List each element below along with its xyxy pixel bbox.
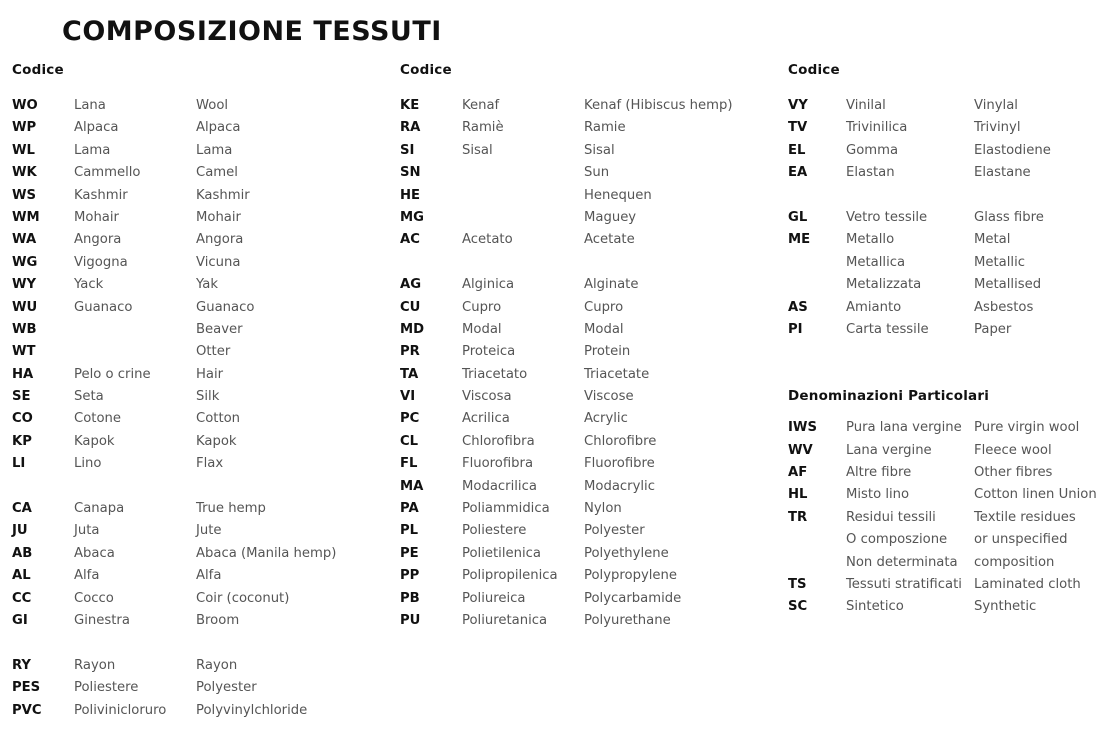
row-english: Camel bbox=[196, 165, 238, 181]
row-italian: Acetato bbox=[462, 232, 513, 248]
table-row bbox=[788, 420, 1106, 442]
column-3 bbox=[788, 62, 1106, 622]
column-3-group-1 bbox=[788, 98, 1106, 188]
table-row bbox=[400, 120, 780, 142]
row-english: Yak bbox=[196, 277, 218, 293]
row-italian: Lana bbox=[74, 98, 106, 113]
table-row bbox=[12, 277, 392, 299]
row-code: KP bbox=[12, 433, 32, 449]
row-italian: O composzione bbox=[846, 532, 948, 548]
table-row bbox=[12, 210, 392, 232]
table-row bbox=[788, 165, 1106, 187]
row-english: Coir (coconut) bbox=[196, 590, 290, 606]
row-italian: Mohair bbox=[74, 209, 119, 225]
table-row bbox=[12, 188, 392, 210]
row-italian: Lino bbox=[74, 456, 102, 472]
row-english: Cotton linen Union bbox=[974, 487, 1097, 503]
row-code: ME bbox=[788, 232, 811, 248]
row-code: PC bbox=[400, 411, 420, 427]
row-code: CA bbox=[12, 501, 32, 517]
table-row bbox=[400, 591, 780, 613]
table-row bbox=[400, 389, 780, 411]
row-english: Fleece wool bbox=[974, 442, 1052, 458]
group-spacer bbox=[400, 255, 780, 277]
row-code: WY bbox=[12, 277, 37, 293]
table-row bbox=[400, 501, 780, 523]
row-english: Kashmir bbox=[196, 187, 250, 203]
row-italian: Non determinata bbox=[846, 554, 958, 570]
table-row bbox=[400, 143, 780, 165]
row-code: AF bbox=[788, 465, 808, 481]
row-italian: Tessuti stratificati bbox=[846, 577, 962, 593]
row-italian: Polivinicloruro bbox=[74, 702, 167, 718]
row-code: WL bbox=[12, 142, 35, 158]
table-row bbox=[12, 389, 392, 411]
row-code: MD bbox=[400, 321, 425, 337]
row-italian: Pura lana vergine bbox=[846, 420, 962, 436]
table-row bbox=[12, 680, 392, 702]
row-code: HE bbox=[400, 187, 421, 203]
table-row bbox=[12, 703, 392, 725]
column-1-group-3 bbox=[12, 658, 392, 725]
table-row bbox=[12, 456, 392, 478]
column-1-group-1 bbox=[12, 98, 392, 479]
row-italian: Proteica bbox=[462, 344, 516, 360]
row-italian: Lama bbox=[74, 142, 111, 158]
row-english: Other fibres bbox=[974, 465, 1053, 481]
row-english: Kapok bbox=[196, 433, 237, 449]
row-english: Elastane bbox=[974, 165, 1031, 181]
row-italian: Residui tessili bbox=[846, 509, 936, 525]
row-english: Wool bbox=[196, 98, 229, 113]
row-code: AL bbox=[12, 568, 31, 584]
row-english: Chlorofibre bbox=[584, 433, 657, 449]
row-code: VY bbox=[788, 98, 808, 113]
table-row bbox=[12, 568, 392, 590]
row-code: RA bbox=[400, 120, 421, 136]
row-english: Laminated cloth bbox=[974, 577, 1081, 593]
row-code: CU bbox=[400, 299, 421, 315]
table-row bbox=[788, 210, 1106, 232]
row-italian: Elastan bbox=[846, 165, 895, 181]
row-code: WV bbox=[788, 442, 813, 458]
row-code: HL bbox=[788, 487, 808, 503]
table-row bbox=[788, 98, 1106, 120]
row-english: Alpaca bbox=[196, 120, 241, 136]
column-2-group-1 bbox=[400, 98, 780, 255]
row-code: PVC bbox=[12, 702, 42, 718]
row-english: Flax bbox=[196, 456, 224, 472]
row-italian: Gomma bbox=[846, 142, 899, 158]
table-row bbox=[788, 277, 1106, 299]
table-row bbox=[788, 487, 1106, 509]
table-row bbox=[12, 255, 392, 277]
row-english: Polypropylene bbox=[584, 568, 678, 584]
row-english: Ramie bbox=[584, 120, 626, 136]
row-code: WG bbox=[12, 254, 38, 270]
row-italian: Modal bbox=[462, 321, 502, 337]
column-3-heading: Codice bbox=[788, 62, 840, 78]
row-italian: Lana vergine bbox=[846, 442, 932, 458]
row-code: GL bbox=[788, 209, 808, 225]
row-code: WA bbox=[12, 232, 37, 248]
row-english: Polyethylene bbox=[584, 545, 669, 561]
row-code: IWS bbox=[788, 420, 817, 436]
row-english: Vinylal bbox=[974, 98, 1018, 113]
row-english: Acrylic bbox=[584, 411, 628, 427]
table-row bbox=[12, 523, 392, 545]
row-english: Maguey bbox=[584, 209, 637, 225]
row-italian: Abaca bbox=[74, 545, 115, 561]
row-italian: Ginestra bbox=[74, 612, 130, 628]
column-3-group-2 bbox=[788, 210, 1106, 344]
table-row bbox=[12, 322, 392, 344]
table-row bbox=[12, 98, 392, 120]
row-code: CO bbox=[12, 411, 33, 427]
group-spacer bbox=[12, 635, 392, 657]
row-italian: Sintetico bbox=[846, 599, 904, 615]
table-row bbox=[400, 568, 780, 590]
row-code: WU bbox=[12, 299, 38, 315]
row-english: Sun bbox=[584, 165, 610, 181]
row-code: VI bbox=[400, 389, 416, 405]
group-spacer bbox=[788, 188, 1106, 210]
table-row bbox=[788, 532, 1106, 554]
row-code: AC bbox=[400, 232, 420, 248]
row-code: PE bbox=[400, 545, 419, 561]
row-english: Textile residues bbox=[974, 509, 1076, 525]
column-1 bbox=[12, 62, 392, 725]
row-italian: Viscosa bbox=[462, 389, 512, 405]
row-italian: Carta tessile bbox=[846, 321, 929, 337]
row-english: Sisal bbox=[584, 142, 615, 158]
table-row bbox=[788, 232, 1106, 254]
row-code: PA bbox=[400, 501, 419, 517]
row-italian: Kashmir bbox=[74, 187, 128, 203]
row-code: RY bbox=[12, 657, 31, 673]
row-italian: Metalizzata bbox=[846, 277, 922, 293]
row-italian: Juta bbox=[74, 523, 100, 539]
row-code: AB bbox=[12, 545, 33, 561]
row-english: Alfa bbox=[196, 568, 222, 584]
row-italian: Poliuretanica bbox=[462, 612, 548, 628]
row-italian: Altre fibre bbox=[846, 465, 912, 481]
table-row bbox=[12, 344, 392, 366]
row-english: Trivinyl bbox=[974, 120, 1021, 136]
row-code: MG bbox=[400, 209, 424, 225]
row-english: Hair bbox=[196, 366, 224, 382]
table-row bbox=[400, 411, 780, 433]
row-italian: Poliestere bbox=[74, 680, 139, 696]
table-row bbox=[400, 456, 780, 478]
row-code: WM bbox=[12, 209, 40, 225]
row-english: Polyester bbox=[196, 680, 257, 696]
table-row bbox=[400, 367, 780, 389]
row-italian: Cocco bbox=[74, 590, 114, 606]
table-row bbox=[12, 591, 392, 613]
table-row bbox=[12, 613, 392, 635]
row-code: CC bbox=[12, 590, 32, 606]
row-italian: Poliestere bbox=[462, 523, 527, 539]
page-title: COMPOSIZIONE TESSUTI bbox=[62, 16, 442, 47]
row-italian: Misto lino bbox=[846, 487, 910, 503]
column-2 bbox=[400, 62, 780, 635]
row-code: PB bbox=[400, 590, 420, 606]
row-english: Acetate bbox=[584, 232, 635, 248]
row-english: Pure virgin wool bbox=[974, 420, 1080, 436]
row-english: Metal bbox=[974, 232, 1011, 248]
table-row bbox=[12, 165, 392, 187]
table-row bbox=[788, 577, 1106, 599]
group-spacer bbox=[12, 479, 392, 501]
row-italian: Canapa bbox=[74, 501, 125, 517]
row-english: Lama bbox=[196, 142, 233, 158]
row-english: Broom bbox=[196, 612, 240, 628]
row-english: Metallised bbox=[974, 277, 1042, 293]
table-row bbox=[12, 232, 392, 254]
subsection-spacer bbox=[788, 404, 1106, 420]
row-english: Abaca (Manila hemp) bbox=[196, 545, 337, 561]
row-italian: Poliureica bbox=[462, 590, 526, 606]
row-english: Mohair bbox=[196, 209, 241, 225]
row-italian: Triacetato bbox=[462, 366, 528, 382]
table-row bbox=[788, 510, 1106, 532]
row-english: Alginate bbox=[584, 277, 639, 293]
column-1-heading: Codice bbox=[12, 62, 64, 78]
table-row bbox=[788, 322, 1106, 344]
row-italian: Pelo o crine bbox=[74, 366, 151, 382]
row-english: Otter bbox=[196, 344, 231, 360]
row-italian: Acrilica bbox=[462, 411, 510, 427]
row-english: Henequen bbox=[584, 187, 652, 203]
row-code: WP bbox=[12, 120, 37, 136]
row-italian: Polipropilenica bbox=[462, 568, 558, 584]
row-english: Modacrylic bbox=[584, 478, 655, 494]
row-english: Polyvinylchloride bbox=[196, 702, 308, 718]
table-row bbox=[788, 443, 1106, 465]
table-row bbox=[788, 143, 1106, 165]
row-code: GI bbox=[12, 612, 28, 628]
row-english: Glass fibre bbox=[974, 209, 1044, 225]
row-code: TS bbox=[788, 577, 807, 593]
row-code: SC bbox=[788, 599, 808, 615]
row-code: SN bbox=[400, 165, 421, 181]
row-code: WS bbox=[12, 187, 37, 203]
row-code: TA bbox=[400, 366, 419, 382]
table-row bbox=[12, 367, 392, 389]
row-english: True hemp bbox=[196, 501, 266, 517]
row-english: composition bbox=[974, 554, 1055, 570]
row-english: Silk bbox=[196, 389, 220, 405]
row-italian: Polietilenica bbox=[462, 545, 541, 561]
row-italian: Sisal bbox=[462, 142, 493, 158]
row-italian: Vetro tessile bbox=[846, 209, 928, 225]
row-english: Nylon bbox=[584, 501, 622, 517]
row-english: Paper bbox=[974, 321, 1012, 337]
row-code: CL bbox=[400, 433, 419, 449]
row-italian: Amianto bbox=[846, 299, 902, 315]
row-italian: Metallica bbox=[846, 254, 906, 270]
section-spacer bbox=[788, 344, 1106, 388]
row-italian: Kenaf bbox=[462, 98, 500, 113]
table-row bbox=[788, 300, 1106, 322]
table-row bbox=[12, 546, 392, 568]
row-english: Jute bbox=[196, 523, 222, 539]
row-italian: Vigogna bbox=[74, 254, 128, 270]
row-english: Asbestos bbox=[974, 299, 1034, 315]
row-italian: Trivinilica bbox=[846, 120, 908, 136]
column-2-heading: Codice bbox=[400, 62, 452, 78]
row-italian: Angora bbox=[74, 232, 122, 248]
row-english: Synthetic bbox=[974, 599, 1037, 615]
table-row bbox=[400, 322, 780, 344]
row-code: FL bbox=[400, 456, 418, 472]
row-english: or unspecified bbox=[974, 532, 1068, 548]
row-code: WT bbox=[12, 344, 36, 360]
table-row bbox=[400, 523, 780, 545]
row-code: PES bbox=[12, 680, 41, 696]
row-code: PL bbox=[400, 523, 419, 539]
row-code: EA bbox=[788, 165, 808, 181]
row-code: PU bbox=[400, 612, 421, 628]
row-italian: Cotone bbox=[74, 411, 121, 427]
table-row bbox=[788, 465, 1106, 487]
row-italian: Fluorofibra bbox=[462, 456, 534, 472]
row-english: Triacetate bbox=[584, 366, 650, 382]
table-row bbox=[788, 255, 1106, 277]
row-italian: Alpaca bbox=[74, 120, 119, 136]
row-italian: Yack bbox=[74, 277, 104, 293]
row-english: Polyester bbox=[584, 523, 645, 539]
row-english: Rayon bbox=[196, 657, 238, 673]
row-code: LI bbox=[12, 456, 26, 472]
row-italian: Alginica bbox=[462, 277, 515, 293]
subsection-heading: Denominazioni Particolari bbox=[788, 388, 990, 405]
row-code: WO bbox=[12, 98, 38, 113]
row-english: Viscose bbox=[584, 389, 634, 405]
table-row bbox=[12, 658, 392, 680]
table-row bbox=[12, 120, 392, 142]
table-row bbox=[788, 120, 1106, 142]
row-english: Protein bbox=[584, 344, 631, 360]
table-row bbox=[400, 613, 780, 635]
row-italian: Cammello bbox=[74, 165, 141, 181]
table-row bbox=[12, 411, 392, 433]
column-1-group-2 bbox=[12, 501, 392, 635]
table-row bbox=[12, 300, 392, 322]
row-code: PI bbox=[788, 321, 803, 337]
row-english: Metallic bbox=[974, 254, 1025, 270]
row-code: WK bbox=[12, 165, 37, 181]
row-code: EL bbox=[788, 142, 806, 158]
table-row bbox=[400, 98, 780, 120]
row-italian: Poliammidica bbox=[462, 501, 550, 517]
table-row bbox=[12, 434, 392, 456]
row-code: SE bbox=[12, 389, 31, 405]
row-italian: Metallo bbox=[846, 232, 895, 248]
table-row bbox=[400, 344, 780, 366]
table-row bbox=[400, 232, 780, 254]
row-code: PP bbox=[400, 568, 420, 584]
row-english: Kenaf (Hibiscus hemp) bbox=[584, 98, 733, 113]
row-code: TR bbox=[788, 509, 808, 525]
row-code: AG bbox=[400, 277, 422, 293]
row-italian: Rayon bbox=[74, 657, 116, 673]
table-row bbox=[400, 277, 780, 299]
row-english: Beaver bbox=[196, 321, 243, 337]
table-row bbox=[400, 188, 780, 210]
row-english: Vicuna bbox=[196, 254, 241, 270]
column-2-group-2 bbox=[400, 277, 780, 635]
row-italian: Chlorofibra bbox=[462, 433, 535, 449]
table-row bbox=[400, 210, 780, 232]
row-italian: Vinilal bbox=[846, 98, 886, 113]
row-code: HA bbox=[12, 366, 34, 382]
table-row bbox=[400, 546, 780, 568]
row-english: Angora bbox=[196, 232, 244, 248]
row-code: SI bbox=[400, 142, 415, 158]
row-english: Fluorofibre bbox=[584, 456, 655, 472]
row-english: Modal bbox=[584, 321, 624, 337]
row-code: MA bbox=[400, 478, 424, 494]
row-italian: Guanaco bbox=[74, 299, 133, 315]
row-code: TV bbox=[788, 120, 808, 136]
row-code: PR bbox=[400, 344, 420, 360]
row-italian: Modacrilica bbox=[462, 478, 537, 494]
row-italian: Cupro bbox=[462, 299, 502, 315]
column-3-subsection-rows bbox=[788, 420, 1106, 622]
row-code: KE bbox=[400, 98, 420, 113]
table-row bbox=[400, 434, 780, 456]
table-row bbox=[400, 165, 780, 187]
row-english: Cotton bbox=[196, 411, 241, 427]
row-italian: Alfa bbox=[74, 568, 100, 584]
table-row bbox=[400, 479, 780, 501]
table-row bbox=[788, 555, 1106, 577]
table-row bbox=[12, 501, 392, 523]
row-italian: Kapok bbox=[74, 433, 115, 449]
row-english: Cupro bbox=[584, 299, 624, 315]
row-code: JU bbox=[12, 523, 28, 539]
row-english: Elastodiene bbox=[974, 142, 1051, 158]
row-italian: Ramiè bbox=[462, 120, 504, 136]
table-row bbox=[400, 300, 780, 322]
row-english: Polycarbamide bbox=[584, 590, 682, 606]
table-row bbox=[12, 143, 392, 165]
table-row bbox=[788, 599, 1106, 621]
row-code: AS bbox=[788, 299, 808, 315]
row-code: WB bbox=[12, 321, 37, 337]
row-italian: Seta bbox=[74, 389, 104, 405]
row-english: Polyurethane bbox=[584, 612, 671, 628]
row-english: Guanaco bbox=[196, 299, 255, 315]
